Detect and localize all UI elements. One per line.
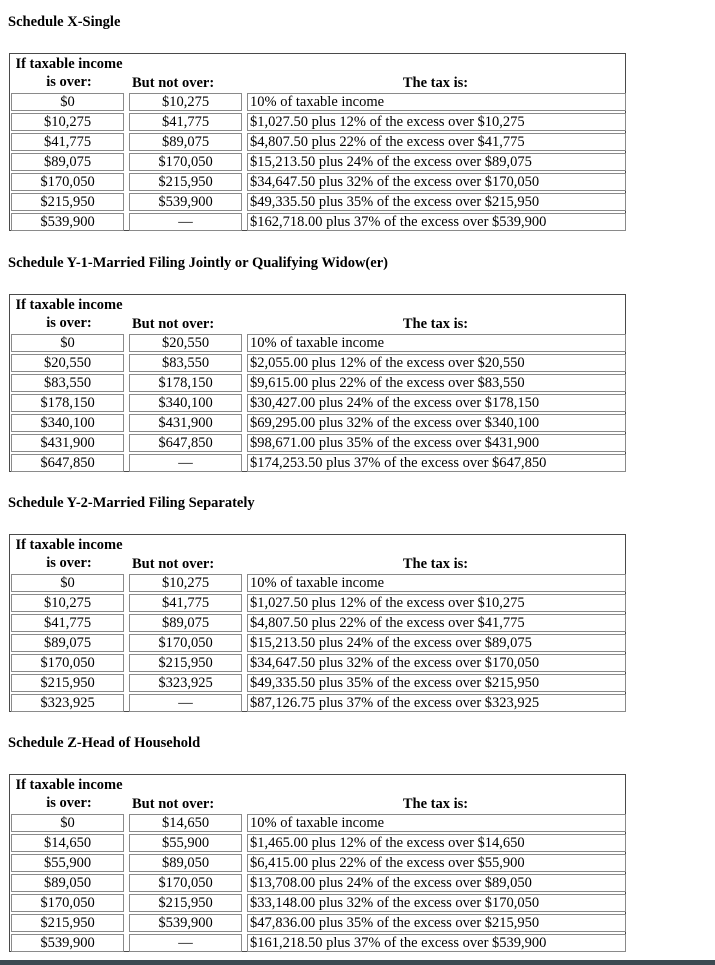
cell-over: $539,900 [11, 213, 124, 231]
cell-not-over: $215,950 [129, 654, 242, 672]
cell-tax: $15,213.50 plus 24% of the excess over $89,075 [247, 153, 626, 171]
cell-tax: $34,647.50 plus 32% of the excess over $170,050 [247, 654, 626, 672]
schedule-title: Schedule Y-1-Married Filing Jointly or Qualifying Widow(er) [8, 255, 388, 271]
tax-table [9, 534, 626, 712]
cell-not-over: $539,900 [129, 914, 242, 932]
header-if-over: If taxable income is over: [15, 56, 123, 90]
cell-over: $0 [11, 574, 124, 592]
cell-over: $89,075 [11, 153, 124, 171]
schedule-title: Schedule X-Single [8, 14, 121, 30]
cell-over: $14,650 [11, 834, 124, 852]
header-not-over: But not over: [132, 75, 215, 91]
cell-over: $340,100 [11, 414, 124, 432]
cell-over: $55,900 [11, 854, 124, 872]
cell-tax: 10% of taxable income [247, 93, 626, 111]
cell-over: $41,775 [11, 133, 124, 151]
header-if-over: If taxable income is over: [15, 777, 123, 811]
cell-tax: $4,807.50 plus 22% of the excess over $41,775 [247, 133, 626, 151]
cell-not-over: $10,275 [129, 574, 242, 592]
header-not-over: But not over: [132, 556, 215, 572]
schedule-title: Schedule Y-2-Married Filing Separately [8, 495, 255, 511]
cell-not-over: $89,075 [129, 614, 242, 632]
cell-tax: $1,027.50 plus 12% of the excess over $10,275 [247, 594, 626, 612]
cell-not-over: $20,550 [129, 334, 242, 352]
cell-tax: $13,708.00 plus 24% of the excess over $89,050 [247, 874, 626, 892]
tax-table [9, 294, 626, 472]
cell-tax: $15,213.50 plus 24% of the excess over $89,075 [247, 634, 626, 652]
cell-over: $539,900 [11, 934, 124, 952]
cell-tax: $87,126.75 plus 37% of the excess over $323,925 [247, 694, 626, 712]
cell-over: $215,950 [11, 674, 124, 692]
cell-over: $323,925 [11, 694, 124, 712]
cell-tax: $9,615.00 plus 22% of the excess over $83,550 [247, 374, 626, 392]
cell-not-over: $41,775 [129, 113, 242, 131]
cell-not-over: $170,050 [129, 874, 242, 892]
cell-tax: $34,647.50 plus 32% of the excess over $170,050 [247, 173, 626, 191]
cell-tax: $47,836.00 plus 35% of the excess over $215,950 [247, 914, 626, 932]
cell-not-over: — [129, 213, 242, 231]
cell-not-over: — [129, 454, 242, 472]
cell-not-over: — [129, 934, 242, 952]
cell-over: $41,775 [11, 614, 124, 632]
cell-not-over: $170,050 [129, 153, 242, 171]
header-tax-is: The tax is: [402, 75, 469, 91]
schedule-title: Schedule Z-Head of Household [8, 735, 201, 751]
cell-over: $83,550 [11, 374, 124, 392]
cell-not-over: $215,950 [129, 173, 242, 191]
cell-over: $178,150 [11, 394, 124, 412]
header-tax-is: The tax is: [402, 556, 469, 572]
cell-tax: 10% of taxable income [247, 334, 626, 352]
cell-over: $170,050 [11, 894, 124, 912]
cell-tax: 10% of taxable income [247, 574, 626, 592]
cell-not-over: $170,050 [129, 634, 242, 652]
cell-tax: $174,253.50 plus 37% of the excess over $647,850 [247, 454, 626, 472]
cell-not-over: $89,075 [129, 133, 242, 151]
cell-tax: $98,671.00 plus 35% of the excess over $431,900 [247, 434, 626, 452]
cell-not-over: — [129, 694, 242, 712]
cell-over: $431,900 [11, 434, 124, 452]
cell-tax: $162,718.00 plus 37% of the excess over $539,900 [247, 213, 626, 231]
header-not-over: But not over: [132, 796, 215, 812]
cell-not-over: $89,050 [129, 854, 242, 872]
cell-tax: $1,027.50 plus 12% of the excess over $10,275 [247, 113, 626, 131]
cell-not-over: $539,900 [129, 193, 242, 211]
cell-tax: $161,218.50 plus 37% of the excess over $539,900 [247, 934, 626, 952]
cell-tax: $69,295.00 plus 32% of the excess over $340,100 [247, 414, 626, 432]
cell-not-over: $14,650 [129, 814, 242, 832]
cell-over: $10,275 [11, 594, 124, 612]
cell-over: $20,550 [11, 354, 124, 372]
cell-not-over: $323,925 [129, 674, 242, 692]
cell-over: $215,950 [11, 193, 124, 211]
header-if-over: If taxable income is over: [15, 297, 123, 331]
cell-over: $0 [11, 814, 124, 832]
cell-not-over: $647,850 [129, 434, 242, 452]
cell-not-over: $178,150 [129, 374, 242, 392]
cell-over: $215,950 [11, 914, 124, 932]
cell-tax: $4,807.50 plus 22% of the excess over $41,775 [247, 614, 626, 632]
cell-over: $170,050 [11, 654, 124, 672]
cell-tax: $30,427.00 plus 24% of the excess over $178,150 [247, 394, 626, 412]
cell-tax: $49,335.50 plus 35% of the excess over $215,950 [247, 674, 626, 692]
cell-over: $10,275 [11, 113, 124, 131]
cell-tax: $6,415.00 plus 22% of the excess over $55,900 [247, 854, 626, 872]
header-not-over: But not over: [132, 316, 215, 332]
tax-table [9, 53, 626, 231]
cell-over: $89,075 [11, 634, 124, 652]
cell-over: $170,050 [11, 173, 124, 191]
cell-not-over: $41,775 [129, 594, 242, 612]
cell-over: $0 [11, 93, 124, 111]
tax-table [9, 774, 626, 952]
cell-tax: $1,465.00 plus 12% of the excess over $14,650 [247, 834, 626, 852]
cell-over: $0 [11, 334, 124, 352]
header-if-over: If taxable income is over: [15, 537, 123, 571]
cell-not-over: $10,275 [129, 93, 242, 111]
cell-not-over: $83,550 [129, 354, 242, 372]
cell-tax: $49,335.50 plus 35% of the excess over $215,950 [247, 193, 626, 211]
window-bottom-edge [0, 960, 715, 965]
cell-not-over: $55,900 [129, 834, 242, 852]
cell-over: $89,050 [11, 874, 124, 892]
header-tax-is: The tax is: [402, 796, 469, 812]
cell-not-over: $340,100 [129, 394, 242, 412]
cell-tax: 10% of taxable income [247, 814, 626, 832]
cell-not-over: $431,900 [129, 414, 242, 432]
cell-tax: $33,148.00 plus 32% of the excess over $170,050 [247, 894, 626, 912]
cell-tax: $2,055.00 plus 12% of the excess over $20,550 [247, 354, 626, 372]
cell-not-over: $215,950 [129, 894, 242, 912]
header-tax-is: The tax is: [402, 316, 469, 332]
cell-over: $647,850 [11, 454, 124, 472]
